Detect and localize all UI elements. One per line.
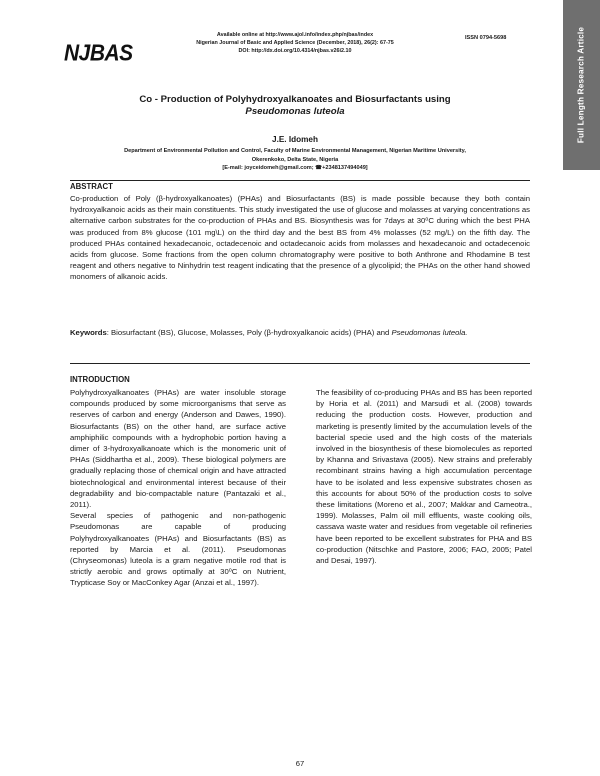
available-online-line: Available online at http://www.ajol.info/index.php/njbas/index <box>216 32 374 38</box>
abstract-top-rule <box>70 180 530 181</box>
issn-label: ISSN 0794-5698 <box>465 35 507 41</box>
right-column <box>316 387 532 566</box>
affiliation <box>70 147 520 173</box>
affiliation-line-1: Department of Environmental Pollution and Control, Faculty of Marine Environmental Management, Nigerian Maritime University, <box>124 148 466 154</box>
journal-logo: NJBAS <box>64 40 133 67</box>
keywords-text: : Biosurfactant (BS), Glucose, Molasses, Poly (β-hydroxyalkanoic acids) (PHA) and <box>106 328 390 337</box>
doi-line: DOI: http://dx.doi.org/10.4314/njbas.v26i2.10 <box>238 48 352 54</box>
affiliation-line-2: Okerenkoko, Delta State, Nigeria <box>251 156 339 163</box>
intro-paragraph-3: The feasibility of co-producing PHAs and BS has been reported by Horia et al. (2011) and Marsudi et al. (2008) towards reducing the production costs. However, production and marketing is presently limited by the accumulation levels of the bacterial specie used and the high costs of the materials involved in the biosynthesis of these biomolecules as reported by Khanna and Srivastava (2005). New strains and preferably recombinant strains having a high accumulation percentage have to be isolated and less expensive substrates chosen as this accounts for about 50% of the production costs to solve these limitations (Moreno et al., 2007; Makkar and Cameotra., 1999). Molasses, Palm oil mill effluents, waste cooking oils, cassava waste water and residues from vegetable oil refineries have been reported to be excellent substrates for PHA and BS co-production (Nitschke and Pastore, 2006; FAO, 2005; Patel and Desai, 1997). <box>316 388 532 566</box>
introduction-heading: INTRODUCTION <box>70 375 130 384</box>
abstract-text: Co-production of Poly (β-hydroxyalkanoates) (PHAs) and Biosurfactants (BS) is made possible because they both contain hydroxyalkanoic acids as their main constituents. This study investigated the use of glucose and molasses at varying concentrations as alternative carbon substrates for the co-production of PHAs and BS. Biosynthesis was for 7days at 30⁰C during which the best PHA was produced from 8% glucose (101 mg\L) on the third day and the best BS from 4% molasses (52 mg/L) on the fifth day. The produced PHAs contained hexadecanoic, octadecenoic and octadecanoic acids from molasses and hexadecanoic and octadecenoic acids from glucose. Some fractions from the open column chromatography were positive to both Anthrone and Rhodamine B test reagent and others negative to Ninhydrin test reagent indicating that the presence of a glycolipid; the PHAs on the other hand showed monomers of alkanoic acids. <box>70 194 530 282</box>
author-name: J.E. Idomeh <box>272 135 318 144</box>
intro-paragraph-1: Polyhydroxyalkanoates (PHAs) are water insoluble storage compounds produced by some microorganisms that serve as reserves of carbon and energy (Anderson and Dawes, 1990). Biosurfactants (BS) on the other hand, are surface active amphiphilic compounds with a hydrophobic portion having a dimer of 3-hydroxyalkanoate which is the monomeric unit of PHAs (Siddhartha et al., 2009). These biological polymers are gradually replacing those of chemical origin and have attracted biotechnological and environmental interest because of their degradability and bio-compactable nature (Pantazaki et al., 2011). <box>70 388 286 510</box>
page-number: 67 <box>295 759 305 768</box>
keywords-label: Keywords <box>70 328 107 337</box>
contact-line: [E-mail: joyceidomeh@gmail.com; ☎+2348137494049] <box>222 165 368 171</box>
abstract-heading: ABSTRACT <box>70 182 113 191</box>
title-line-2: Pseudomonas luteola <box>245 106 345 117</box>
article-type-label: Full Length Research Article <box>576 26 586 144</box>
article-title <box>60 94 530 118</box>
abstract-bottom-rule <box>70 363 530 364</box>
intro-paragraph-2: Several species of pathogenic and non-pathogenic Pseudomonas are capable of producing Polyhydroxyalkanoates (PHAs) and Biosurfactants (BS) as reported by Marcia et al. (2011). Pseudomonas (Chryseomonas) luteola is a gram negative motile rod that is strictly aerobic and grows optimally at 30⁰C on Nutrient, Trypticase Soy or MacConkey Agar (Anzai et al., 1997). <box>70 511 286 588</box>
title-line-1: Co - Production of Polyhydroxyalkanoates and Biosurfactants using <box>139 94 451 105</box>
keywords-tail: Pseudomonas luteola. <box>391 328 468 337</box>
journal-citation: Nigerian Journal of Basic and Applied Science (December, 2018), 26(2): 67-75 <box>196 40 394 46</box>
left-column <box>70 387 286 589</box>
keywords <box>70 327 530 338</box>
article-type-sidebar <box>563 0 600 170</box>
